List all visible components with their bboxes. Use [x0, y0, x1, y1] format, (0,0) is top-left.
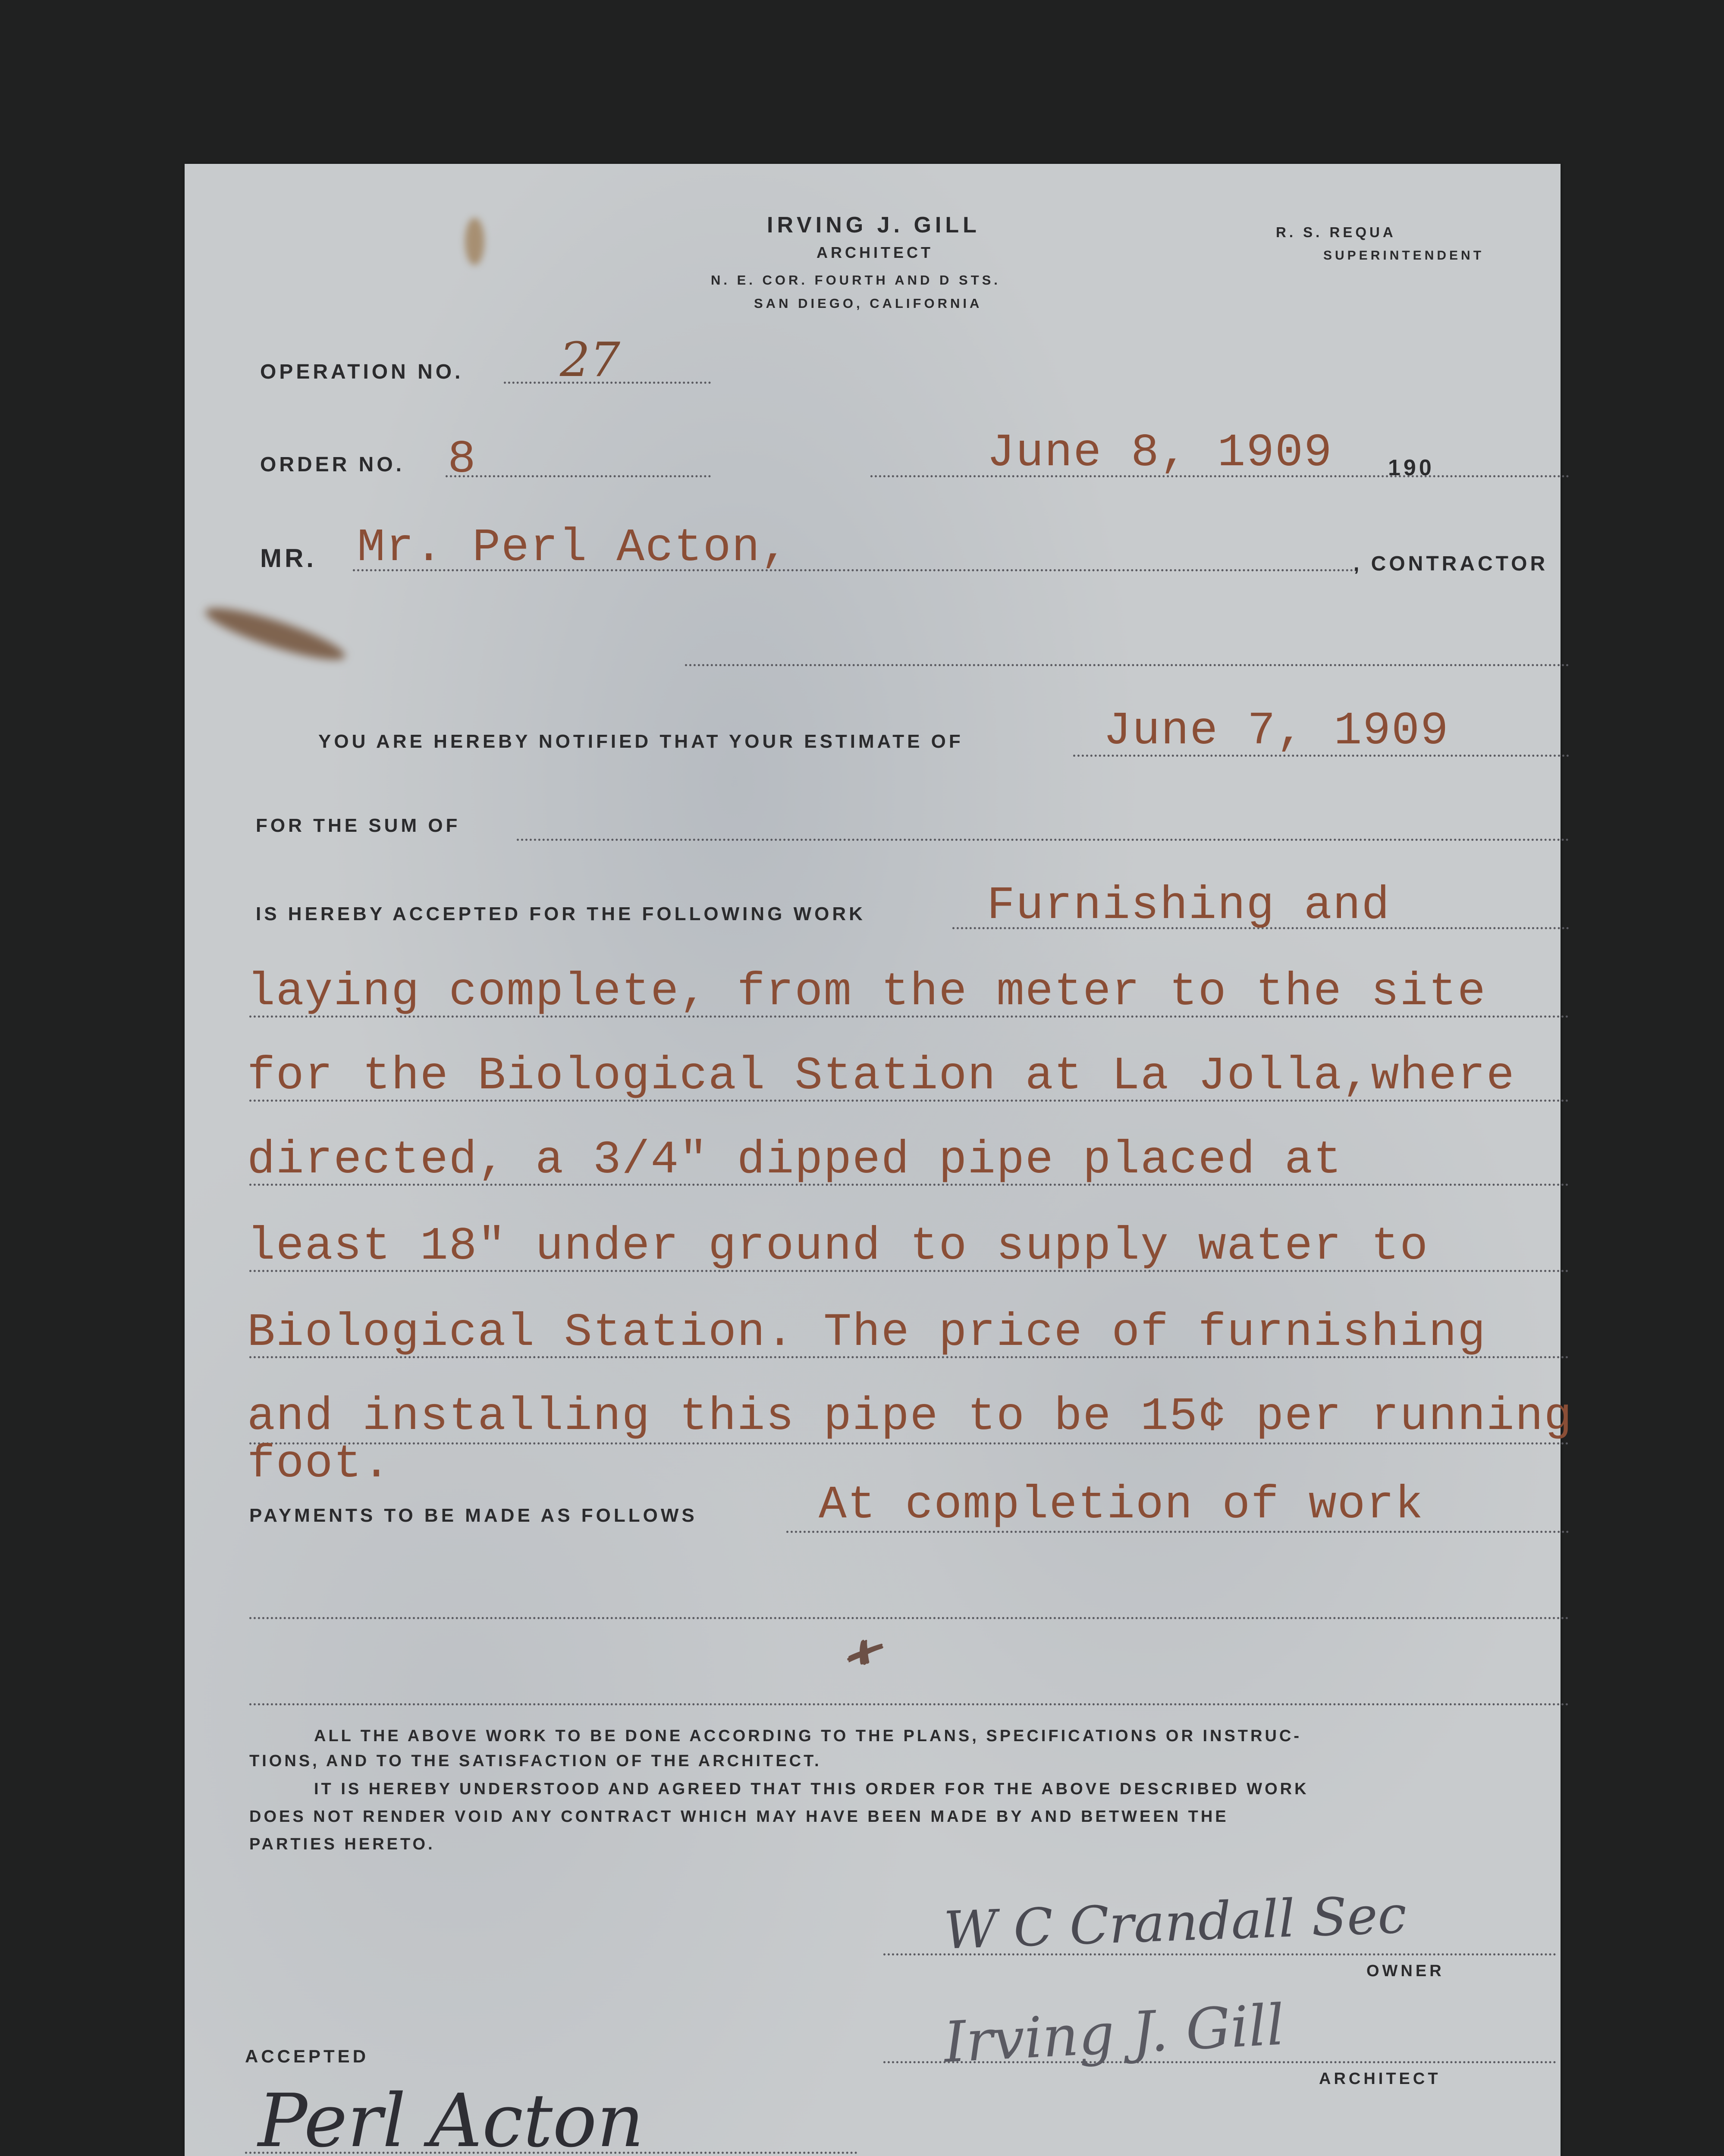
superintendent-name: R. S. REQUA	[1276, 224, 1396, 240]
payments-label: PAYMENTS TO BE MADE AS FOLLOWS	[249, 1505, 697, 1526]
order-form-sheet	[185, 164, 1573, 2156]
letterhead-title: ARCHITECT	[816, 244, 933, 261]
blank-line-2	[249, 1617, 1569, 1619]
sum-line	[517, 839, 1569, 841]
blank-line-1	[685, 664, 1569, 666]
operation-value: 27	[560, 332, 620, 387]
accepted-label: ACCEPTED	[245, 2046, 369, 2066]
letterhead-name: IRVING J. GILL	[767, 213, 980, 238]
pencil-mark: ✘	[838, 1626, 884, 1680]
work-text-line-6: and installing this pipe to be 15¢ per running	[247, 1391, 1573, 1443]
owner-label: OWNER	[1366, 1962, 1445, 1980]
architect-label: ARCHITECT	[1319, 2070, 1441, 2088]
terms-line-3: IT IS HEREBY UNDERSTOOD AND AGREED THAT THIS ORDER FOR THE ABOVE DESCRIBED WORK	[314, 1780, 1309, 1798]
work-label: IS HEREBY ACCEPTED FOR THE FOLLOWING WORK	[256, 903, 866, 924]
date-suffix: 190	[1388, 455, 1435, 480]
order-line	[446, 475, 711, 477]
sum-label: FOR THE SUM OF	[256, 815, 461, 836]
superintendent-title: SUPERINTENDENT	[1323, 248, 1485, 263]
work-text-line-7: foot.	[247, 1438, 392, 1491]
rust-stain-left	[201, 599, 349, 669]
work-text-line-5: Biological Station. The price of furnishing	[247, 1307, 1486, 1359]
architect-signature: Irving J. Gill	[942, 1992, 1286, 2075]
contractor-role-label: , CONTRACTOR	[1353, 552, 1548, 575]
letterhead-city: SAN DIEGO, CALIFORNIA	[754, 296, 983, 311]
order-value: 8	[448, 433, 477, 486]
work-text-line-3: directed, a 3/4" dipped pipe placed at	[247, 1134, 1342, 1187]
operation-label: OPERATION NO.	[260, 360, 464, 383]
work-text-line-0: Furnishing and	[987, 880, 1391, 932]
work-text-line-4: least 18" under ground to supply water to	[247, 1220, 1429, 1273]
contractor-name: Mr. Perl Acton,	[357, 522, 790, 574]
date-value: June 8, 1909	[987, 427, 1333, 479]
terms-line-2: TIONS, AND TO THE SATISFACTION OF THE ARCHITECT.	[249, 1752, 822, 1770]
terms-line-1: ALL THE ABOVE WORK TO BE DONE ACCORDING TO THE PLANS, SPECIFICATIONS OR INSTRUC-	[314, 1727, 1302, 1745]
owner-signature: W C Crandall Sec	[942, 1885, 1408, 1961]
order-label: ORDER NO.	[260, 453, 405, 476]
estimate-value: June 7, 1909	[1103, 705, 1449, 758]
work-text-line-1: laying complete, from the meter to the site	[247, 966, 1486, 1018]
contractor-signature: Perl Acton	[258, 2078, 644, 2156]
work-text-line-2: for the Biological Station at La Jolla,where	[247, 1050, 1515, 1103]
mr-label: MR.	[260, 544, 317, 573]
blank-line-3	[249, 1703, 1569, 1705]
estimate-label: YOU ARE HEREBY NOTIFIED THAT YOUR ESTIMATE OF	[318, 731, 964, 752]
terms-line-4: DOES NOT RENDER VOID ANY CONTRACT WHICH MAY HAVE BEEN MADE BY AND BETWEEN THE	[249, 1808, 1229, 1826]
payments-value: At completion of work	[819, 1479, 1424, 1532]
letterhead-address: N. E. COR. FOURTH AND D STS.	[711, 273, 1001, 288]
terms-line-5: PARTIES HERETO.	[249, 1835, 435, 1853]
rust-stain-top	[465, 218, 484, 265]
